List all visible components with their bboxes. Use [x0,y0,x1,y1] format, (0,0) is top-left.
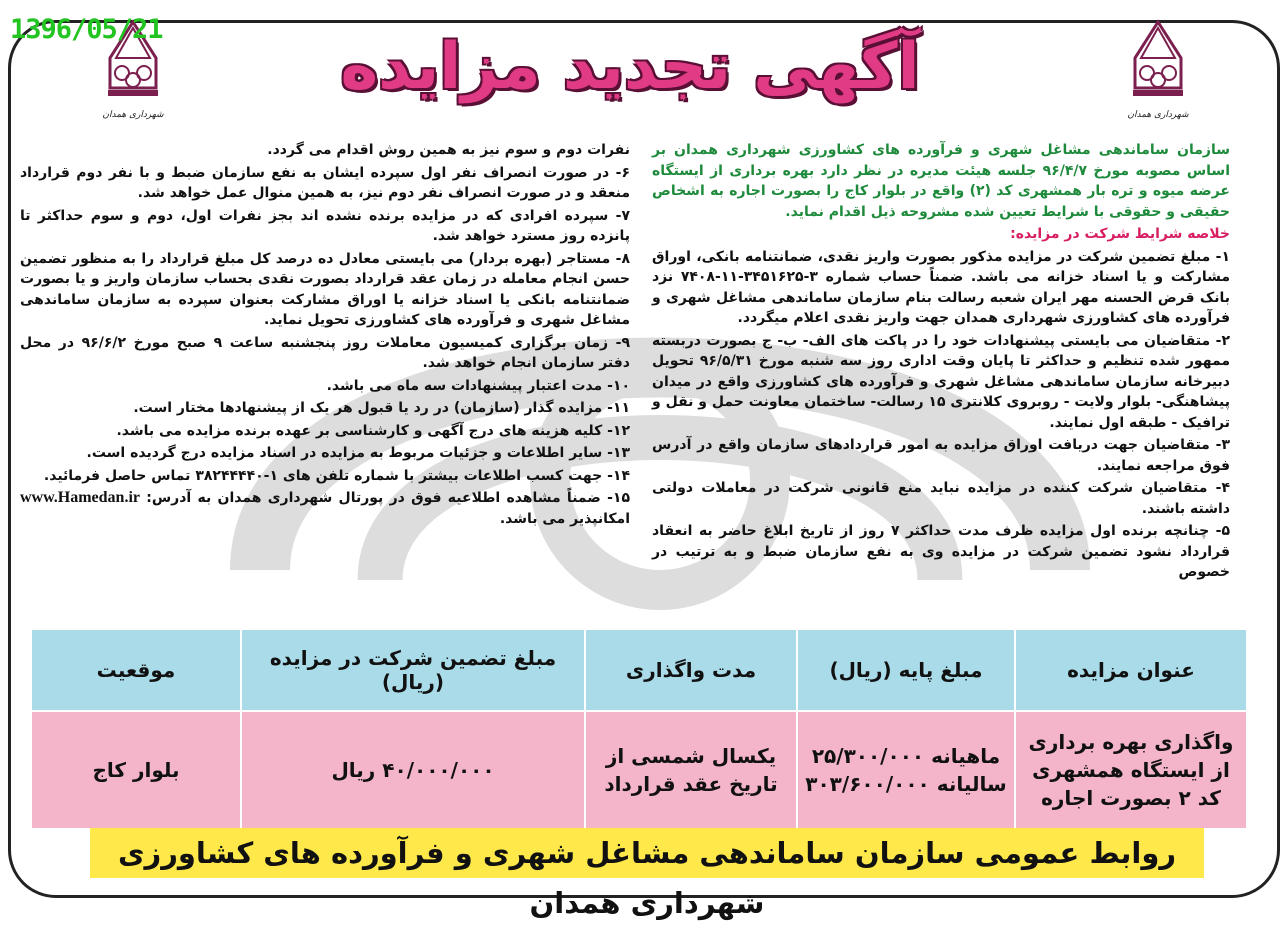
condition-item: ۱۲- کلیه هزینه های درج آگهی و کارشناسی بر عهده برنده مزایده می باشد. [116,422,630,439]
table-header-cell: مبلغ پایه (ریال) [797,629,1015,711]
summary-heading: خلاصه شرایط شرکت در مزایده: [1010,226,1230,242]
condition-item: ۶- در صورت انصراف نفر اول سپرده ایشان به نفع سازمان ضبط و با نفر دوم قرارداد منعقد و در صورت انصراف نفر دوم نیز، به همین منوال عمل خواهد شد. [20,164,630,201]
condition-item: ۱- مبلغ تضمین شرکت در مزایده مذکور بصورت واریز نقدی، ضمانتنامه بانکی، اوراق مشارکت و یا اسناد خزانه می باشد. ضمناً حساب شماره ۳-۳۴۵۱۶۲۵-۱۱-۷۴۰۸ نزد بانک قرض الحسنه مهر ایران شعبه رسالت بنام سازمان ساماندهی مشاغل شهری و فرآورده های کشاورزی شهرداری همدان جهت واریز نقدی اعلام میگردد. [652,248,1231,326]
hamedan-emblem-icon [1123,18,1193,110]
condition-item-15 [20,488,630,529]
table-row [31,711,1247,829]
municipality-logo-right [1103,18,1213,138]
auction-title-cell: واگذاری بهره برداری از ایستگاه همشهری کد ۲ بصورت اجاره [1015,711,1247,829]
date-stamp: 1396/05/21 [10,14,163,45]
table-header-cell: موقعیت [31,629,241,711]
condition-item: ۲- متقاضیان می بایستی پیشنهادات خود را در پاکت های الف- ب- ج بصورت دربسته ممهور شده تنظیم و حداکثر تا پایان وقت اداری روز سه شنبه مورخ ۹۶/۵/۳۱ تحویل دبیرخانه سازمان ساماندهی مشاغل شهری و فرآورده های کشاورزی واقع در میدان پیشاهنگی- بلوار ولایت - روبروی کلانتری ۱۵ رسالت- ساختمان معاونت حمل و نقل و ترافیک - طبقه اول نمایند. [652,332,1230,431]
table-header-row [31,629,1247,711]
duration-cell: یکسال شمسی از تاریخ عقد قرارداد [585,711,797,829]
conditions-column-right [652,140,1230,585]
condition-item: ۱۱- مزایده گذار (سازمان) در رد یا قبول هر یک از پیشنهادها مختار است. [133,400,630,416]
table-header-cell: عنوان مزایده [1015,629,1247,711]
condition-item: ۴- متقاضیان شرکت کننده در مزایده نباید منع قانونی شرکت در معاملات دولتی داشته باشند. [652,480,1230,517]
location-cell: بلوار کاج [31,711,241,829]
condition-item: نفرات دوم و سوم نیز به همین روش اقدام می گردد. [267,142,630,158]
table-header-cell: مبلغ تضمین شرکت در مزایده (ریال) [241,629,585,711]
page-title: آگهی تجدید مزایده [340,30,920,104]
condition-15-prefix: ۱۵- ضمناً مشاهده اطلاعیه فوق در پورتال شهرداری همدان به آدرس: [146,490,630,506]
base-price-cell [797,711,1015,829]
logo-caption: شهرداری همدان [1127,110,1189,120]
table-header-cell: مدت واگذاری [585,629,797,711]
condition-item: ۷- سپرده افرادی که در مزایده برنده نشده اند بجز نفرات اول، دوم و سوم حداکثر تا پانزده روز مسترد خواهد شد. [20,207,630,244]
condition-item: ۱۴- جهت کسب اطلاعات بیشتر با شماره تلفن های ۱-۳۸۲۴۴۴۴۰ تماس حاصل فرمائید. [43,467,630,484]
conditions-column-left [20,140,630,531]
footer-banner: روابط عمومی سازمان ساماندهی مشاغل شهری و فرآورده های کشاورزی شهرداری همدان [90,828,1204,878]
condition-item: ۵- چنانچه برنده اول مزایده ظرف مدت حداکثر ۷ روز از تاریخ ابلاغ حاضر به انعقاد قرارداد نشود تضمین شرکت در مزایده وی به نفع سازمان ضبط و به ترتیب در خصوص [652,523,1231,580]
base-price-yearly: سالیانه ۳۰۳/۶۰۰/۰۰۰ [805,772,1007,796]
auction-table [30,628,1248,830]
guarantee-cell: ۴۰/۰۰۰/۰۰۰ ریال [241,711,585,829]
condition-item: ۱۳- سایر اطلاعات و جزئیات مربوط به مزایده در اسناد مزایده درج گردیده است. [86,445,630,461]
website-link[interactable]: www.Hamedan.ir [20,489,140,506]
logo-caption: شهرداری همدان [102,110,164,120]
condition-item: ۸- مستاجر (بهره بردار) می بایستی معادل ده درصد کل مبلغ قرارداد را به منظور تضمین حسن انجام معامله در زمان عقد قرارداد بصورت نقدی بحساب سازمان واریز و یا بصورت ضمانتنامه بانکی یا اسناد خزانه یا اوراق مشارکت بعنوان سپرده به سازمان ساماندهی مشاغل شهری و فرآورده های کشاورزی تحویل نماید. [20,250,630,328]
condition-item: ۳- متقاضیان جهت دریافت اوراق مزایده به امور قراردادهای سازمان واقع در آدرس فوق مراجعه نمایند. [652,437,1230,474]
condition-item: ۹- زمان برگزاری کمیسیون معاملات روز پنجشنبه ساعت ۹ صبح مورخ ۹۶/۶/۲ در محل دفتر سازمان انجام خواهد شد. [20,334,630,371]
condition-item: ۱۰- مدت اعتبار پیشنهادات سه ماه می باشد. [326,377,630,394]
intro-paragraph: سازمان ساماندهی مشاغل شهری و فرآورده های کشاورزی شهرداری همدان بر اساس مصوبه مورخ ۹۶/۴/۷ جلسه هیئت مدیره در نظر دارد بهره برداری از ایستگاه عرضه میوه و تره بار همشهری کد (۲) واقع در بلوار کاج را بصورت اجاره به اشخاص حقیقی و حقوقی با شرایط تعیین شده مشروحه ذیل اقدام نماید. [652,142,1230,220]
condition-15-suffix: امکانپذیر می باشد. [499,510,630,527]
base-price-monthly: ماهیانه ۲۵/۳۰۰/۰۰۰ [811,744,1001,768]
